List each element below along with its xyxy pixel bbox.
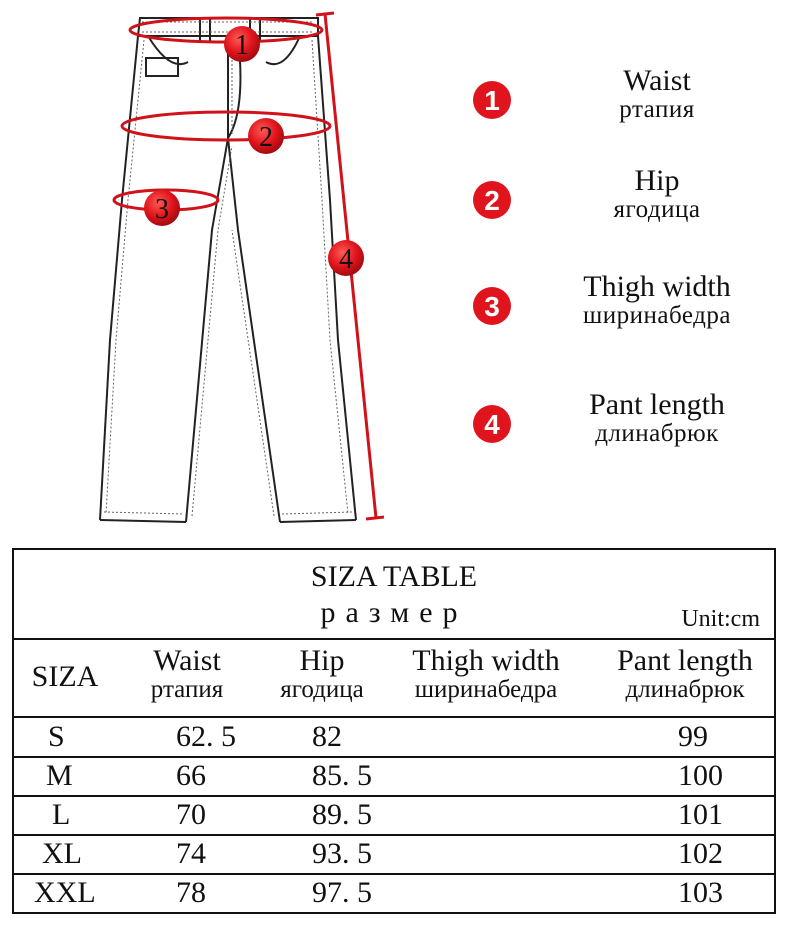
waist-cell: 62. 5 [176, 720, 236, 753]
legend-item-hip [470, 166, 800, 236]
marker-2 [248, 118, 284, 154]
header-size: SIZA [31, 660, 99, 693]
waist-cell: 66 [176, 759, 206, 792]
number-badge-3 [472, 286, 512, 326]
header-hip [260, 646, 384, 704]
divider [14, 834, 774, 836]
header-label-ru: ширинабедра [414, 676, 558, 703]
legend-label-ru: ягодица [613, 196, 701, 223]
waist-cell: 74 [176, 837, 206, 870]
number-badge-1 [472, 80, 512, 120]
legend-label-en: Pant length [589, 388, 725, 421]
length-cell: 103 [678, 876, 723, 909]
hip-cell: 97. 5 [312, 876, 372, 909]
legend-item-waist [470, 66, 800, 136]
divider [14, 795, 774, 797]
hip-cell: 93. 5 [312, 837, 372, 870]
legend-text [542, 272, 772, 330]
hip-cell: 85. 5 [312, 759, 372, 792]
legend-label-ru: ртапия [619, 96, 695, 123]
header-label-en: Pant length [617, 644, 753, 677]
header-label-ru: длинабрюк [625, 676, 745, 703]
header-label-en: Hip [299, 644, 345, 677]
marker-3 [144, 190, 180, 226]
legend-text [542, 390, 772, 448]
legend-text [542, 66, 772, 124]
legend-label-ru: ширинабедра [583, 302, 731, 329]
length-cell: 100 [678, 759, 723, 792]
header-waist [132, 646, 242, 704]
hip-cell: 82 [312, 720, 342, 753]
hip-cell: 89. 5 [312, 798, 372, 831]
divider [14, 638, 774, 640]
marker-1-label: 1 [235, 30, 249, 61]
header-label-en: Waist [153, 644, 221, 677]
divider [14, 873, 774, 875]
header-label-en: Thigh width [412, 644, 560, 677]
hip-ellipse [122, 112, 330, 140]
divider [14, 756, 774, 758]
marker-4 [328, 240, 364, 276]
waist-cell: 70 [176, 798, 206, 831]
table-unit: Unit:cm [681, 606, 760, 632]
table-subtitle: размер [320, 596, 468, 629]
marker-1 [224, 26, 260, 62]
size-cell: XXL [34, 876, 96, 909]
svg-text:1: 1 [484, 85, 500, 116]
pants-diagram [0, 0, 470, 540]
marker-2-label: 2 [259, 122, 273, 153]
waist-cell: 78 [176, 876, 206, 909]
length-cell: 102 [678, 837, 723, 870]
size-cell: XL [42, 837, 82, 870]
size-table [12, 548, 776, 914]
size-cell: M [46, 759, 73, 792]
length-cell: 101 [678, 798, 723, 831]
svg-text:3: 3 [484, 291, 500, 322]
number-badge-2 [472, 180, 512, 220]
header-label-ru: ртапия [150, 676, 224, 703]
header-label-ru: ягодица [280, 676, 364, 703]
svg-text:4: 4 [484, 409, 500, 440]
number-badge-4 [472, 404, 512, 444]
legend-label-en: Waist [623, 64, 691, 97]
legend-label-en: Hip [634, 164, 680, 197]
legend-item-thigh [470, 272, 800, 342]
legend-item-length [470, 390, 800, 460]
marker-4-label: 4 [339, 244, 353, 275]
legend-label-en: Thigh width [583, 270, 731, 303]
size-cell: L [52, 798, 71, 831]
length-cell: 99 [678, 720, 708, 753]
divider [14, 716, 774, 718]
header-length [600, 646, 770, 704]
svg-text:2: 2 [484, 185, 500, 216]
marker-3-label: 3 [155, 194, 169, 225]
header-thigh [386, 646, 586, 704]
size-cell: S [48, 720, 65, 753]
legend-text [542, 166, 772, 224]
legend-label-ru: длинабрюк [595, 420, 719, 447]
table-title: SIZA TABLE [310, 560, 478, 593]
